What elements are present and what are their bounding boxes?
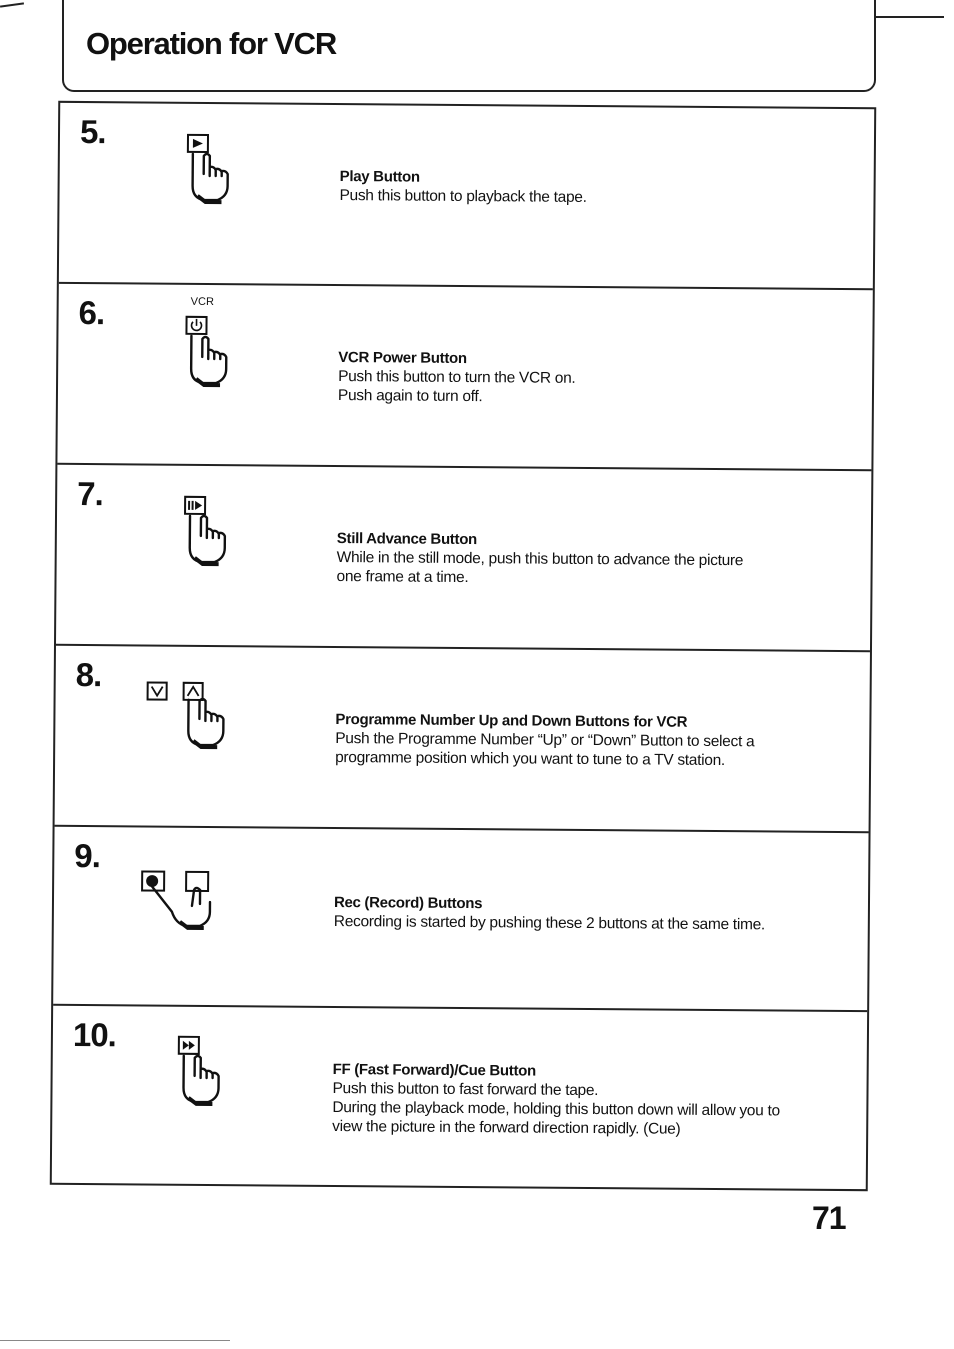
description-line: Push this button to turn the VCR on. xyxy=(338,368,576,387)
corner-stroke xyxy=(876,16,944,18)
step-title: Still Advance Button xyxy=(336,530,478,549)
step-title: VCR Power Button xyxy=(338,349,467,368)
description-line: Push again to turn off. xyxy=(337,387,483,406)
step-7 xyxy=(56,465,871,652)
step-number: 9. xyxy=(74,836,101,875)
step-8 xyxy=(55,646,870,833)
vcr-label: VCR xyxy=(190,295,214,309)
description-line: While in the still mode, push this button to advance the picture xyxy=(336,549,744,570)
step-description xyxy=(332,1060,853,1140)
title-box xyxy=(62,0,876,92)
step-number: 7. xyxy=(77,474,103,513)
step-title: Programme Number Up and Down Buttons for VCR xyxy=(335,711,688,731)
step-number: 10. xyxy=(72,1015,116,1054)
step-6 xyxy=(57,284,872,471)
description-line: Recording is started by pushing these 2 buttons at the same time. xyxy=(333,912,766,934)
bottom-rule xyxy=(0,1340,230,1341)
step-title: Rec (Record) Buttons xyxy=(333,893,483,913)
play-button-icon xyxy=(135,115,266,236)
record-buttons-icon xyxy=(130,839,261,960)
step-description xyxy=(339,167,859,209)
page-title: Operation for VCR xyxy=(86,26,337,61)
step-10 xyxy=(52,1006,867,1189)
still-advance-button-icon xyxy=(132,477,263,598)
step-title: Play Button xyxy=(339,168,420,186)
fast-forward-button-icon xyxy=(128,1018,259,1139)
description-line: During the playback mode, holding this button down will allow you to xyxy=(332,1098,780,1120)
step-description xyxy=(336,529,856,590)
step-number: 5. xyxy=(79,112,106,151)
steps-table xyxy=(50,101,876,1191)
step-title: FF (Fast Forward)/Cue Button xyxy=(332,1060,536,1080)
step-description xyxy=(335,710,855,771)
description-line: view the picture in the forward direction rapidly. (Cue) xyxy=(332,1117,681,1138)
description-line: programme position which you want to tune to a TV station. xyxy=(335,748,726,770)
page-number: 71 xyxy=(812,1200,846,1236)
step-9 xyxy=(53,827,868,1012)
description-line: Push this button to playback the tape. xyxy=(339,187,587,206)
step-description xyxy=(338,348,858,409)
step-5 xyxy=(59,103,874,290)
programme-up-down-buttons-icon xyxy=(131,658,262,779)
description-line: one frame at a time. xyxy=(336,568,469,587)
description-line: Push the Programme Number “Up” or “Down” Button to select a xyxy=(335,729,755,751)
description-line: Push this button to fast forward the tape. xyxy=(332,1079,599,1100)
step-number: 8. xyxy=(75,655,102,694)
corner-stroke xyxy=(0,2,24,7)
step-description xyxy=(334,893,854,935)
step-number: 6. xyxy=(78,293,105,332)
power-button-icon xyxy=(134,296,265,417)
